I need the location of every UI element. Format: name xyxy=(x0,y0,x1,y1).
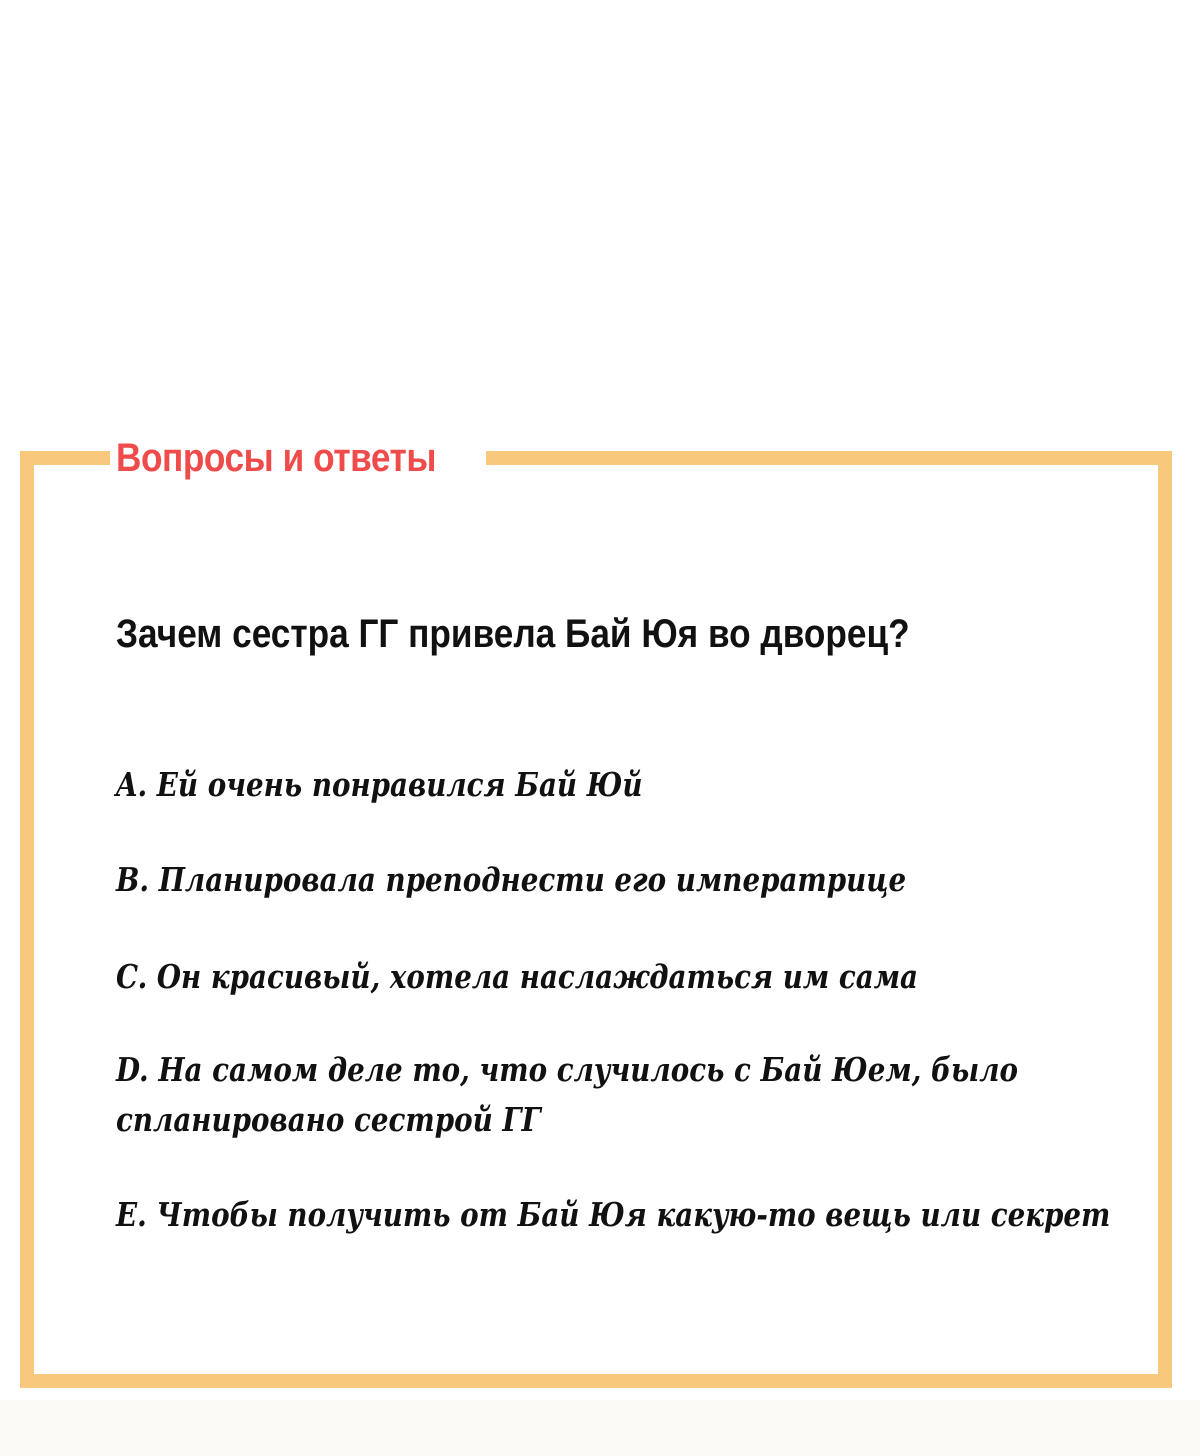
answer-option-c: C. Он красивый, хотела наслаждаться им сама xyxy=(116,957,919,996)
page-bottom-tint xyxy=(0,1400,1200,1456)
answer-option-b: B. Планировала преподнести его императрице xyxy=(116,860,907,899)
answer-option-d xyxy=(116,1045,1019,1145)
answer-option-a: A. Ей очень понравился Бай Юй xyxy=(116,765,643,804)
quiz-question: Зачем сестра ГГ привела Бай Юя во дворец? xyxy=(116,612,910,656)
answer-option-d-line-2: спланировано сестрой ГГ xyxy=(116,1100,541,1139)
answer-option-d-line-1: D. На самом деле то, что случилось с Бай Юем, было xyxy=(116,1050,1019,1089)
answer-option-e: E. Чтобы получить от Бай Юя какую-то вещь или секрет xyxy=(116,1195,1111,1234)
qa-section-title: Вопросы и ответы xyxy=(116,436,436,480)
qa-frame xyxy=(20,451,1172,1388)
qa-title-wrap xyxy=(110,428,486,488)
